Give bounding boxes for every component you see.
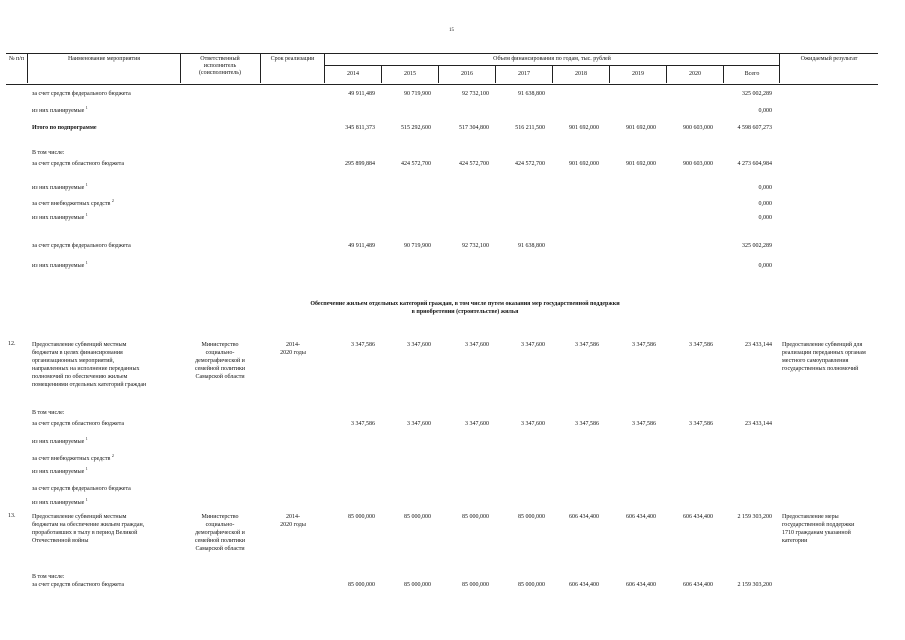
value-cell: 85 000,000 (404, 514, 431, 520)
row-label: за счет средств областного бюджета (32, 161, 125, 167)
row-label: из них планируемые $^1$ (32, 212, 88, 221)
row-label: из них планируемые $^1$ (32, 466, 88, 475)
value-cell: 85 000,000 (348, 582, 375, 588)
value-cell: 3 347,600 (521, 342, 545, 348)
item-result: Предоставление меры государственной поддержки 1710 гражданам указанной категории (782, 514, 855, 544)
value-cell: 85 000,000 (348, 514, 375, 520)
row-label: за счет средств областного бюджета (32, 582, 125, 588)
value-cell: 4 598 607,273 (737, 125, 772, 131)
value-cell: 606 434,400 (569, 514, 599, 520)
item-period: 2014- 2020 годы (280, 514, 306, 528)
table-row (6, 420, 886, 429)
value-cell: 901 692,000 (626, 161, 656, 167)
value-cell: 0,000 (758, 185, 772, 191)
table-row (6, 242, 886, 251)
year-header: 2017 (518, 71, 530, 77)
value-cell: 49 911,489 (348, 243, 375, 249)
value-cell: 295 899,884 (345, 161, 375, 167)
table-row (6, 455, 886, 464)
value-cell: 424 572,700 (459, 161, 489, 167)
value-cell: 325 002,289 (742, 91, 772, 97)
table-row (6, 438, 886, 447)
value-cell: 3 347,586 (632, 421, 656, 427)
value-cell: 0,000 (758, 108, 772, 114)
table-row (6, 499, 886, 508)
year-header: 2015 (404, 71, 416, 77)
row-label: из них планируемые $^1$ (32, 182, 88, 191)
item-responsible: Министерство социально- демографической и семейной политики Самарской области (194, 342, 246, 380)
value-cell: 85 000,000 (462, 514, 489, 520)
year-header: 2020 (689, 71, 701, 77)
value-cell: 345 811,373 (345, 125, 375, 131)
row-label: из них планируемые $^1$ (32, 436, 88, 445)
value-cell: 91 638,800 (518, 91, 545, 97)
value-cell: 3 347,586 (575, 421, 599, 427)
value-cell: 85 000,000 (518, 582, 545, 588)
page-number: 15 (449, 28, 454, 33)
value-cell: 4 273 604,984 (737, 161, 772, 167)
value-cell: 606 434,400 (626, 582, 656, 588)
table-row (6, 200, 886, 209)
value-cell: 0,000 (758, 263, 772, 269)
value-cell: 516 211,500 (515, 125, 545, 131)
table-row (6, 160, 886, 169)
table-row (6, 107, 886, 116)
row-label: из них планируемые $^1$ (32, 105, 88, 114)
value-cell: 0,000 (758, 201, 772, 207)
table-row (6, 262, 886, 271)
value-cell: 901 692,000 (626, 125, 656, 131)
value-cell: 91 638,800 (518, 243, 545, 249)
value-cell: 85 000,000 (462, 582, 489, 588)
item-result: Предоставление субвенций для реализации переданных органам местного самоуправления государственных полномочий (782, 342, 866, 372)
value-cell: 606 434,400 (569, 582, 599, 588)
value-cell: 3 347,600 (465, 421, 489, 427)
year-header: 2019 (632, 71, 644, 77)
table-row (6, 149, 886, 158)
value-cell: 90 719,900 (404, 243, 431, 249)
value-cell: 85 000,000 (404, 582, 431, 588)
section-title-cont: в приобретении (строительстве) жилья (411, 309, 519, 315)
row-label: за счет средств федерального бюджета (32, 486, 131, 492)
item-responsible: Министерство социально- демографической и семейной политики Самарской области (194, 514, 246, 552)
row-label: за счет внебюджетных средств $^2$ (32, 198, 114, 207)
row-label: В том числе: (32, 574, 65, 580)
header-name: Наименование мероприятия (67, 56, 141, 62)
value-cell: 900 603,000 (683, 125, 713, 131)
value-cell: 85 000,000 (518, 514, 545, 520)
row-label: за счет средств областного бюджета (32, 421, 125, 427)
item-period: 2014- 2020 годы (280, 342, 306, 356)
value-cell: 2 159 303,200 (737, 514, 772, 520)
value-cell: 3 347,600 (521, 421, 545, 427)
value-cell: 606 434,400 (626, 514, 656, 520)
row-label: за счет средств федерального бюджета (32, 243, 131, 249)
value-cell: 3 347,586 (689, 342, 713, 348)
value-cell: 0,000 (758, 215, 772, 221)
table-row (6, 184, 886, 193)
value-cell: 900 603,000 (683, 161, 713, 167)
item-number: 12. (8, 341, 16, 347)
value-cell: 606 434,400 (683, 582, 713, 588)
section-title: Обеспечение жильем отдельных категорий граждан, в том числе путем оказания мер государственной поддержки (310, 301, 620, 307)
row-label: из них планируемые $^1$ (32, 497, 88, 506)
year-header: 2014 (347, 71, 359, 77)
table-row (6, 409, 886, 418)
value-cell: 3 347,586 (351, 342, 375, 348)
table-row (6, 581, 886, 590)
table-row (6, 214, 886, 223)
value-cell: 3 347,600 (407, 421, 431, 427)
row-label: В том числе: (32, 410, 65, 416)
row-label: за счет внебюджетных средств $^2$ (32, 453, 114, 462)
value-cell: 3 347,586 (575, 342, 599, 348)
header-period: Срок реализации (270, 56, 315, 62)
value-cell: 901 692,000 (569, 125, 599, 131)
year-header: 2016 (461, 71, 473, 77)
table-row (6, 124, 886, 133)
table-row (6, 90, 886, 99)
value-cell: 49 911,489 (348, 91, 375, 97)
header-result: Ожидаемый результат (800, 56, 858, 62)
value-cell: 2 159 303,200 (737, 582, 772, 588)
row-label: Итого по подпрограмме (32, 125, 97, 131)
value-cell: 517 304,800 (459, 125, 489, 131)
value-cell: 515 292,600 (401, 125, 431, 131)
table-row (6, 485, 886, 494)
item-number: 13. (8, 513, 16, 519)
item-name: Предоставление субвенций местным бюджетам в целях финансирования организационных мероприятий, направленных на исполнение переданных полномочий по обеспечению жильем помещениями отдельных категорий граждан (32, 342, 147, 388)
value-cell: 3 347,586 (351, 421, 375, 427)
value-cell: 3 347,600 (465, 342, 489, 348)
value-cell: 92 732,100 (462, 243, 489, 249)
value-cell: 606 434,400 (683, 514, 713, 520)
year-header: 2018 (575, 71, 587, 77)
value-cell: 3 347,600 (407, 342, 431, 348)
value-cell: 3 347,586 (632, 342, 656, 348)
row-label: из них планируемые $^1$ (32, 260, 88, 269)
value-cell: 424 572,700 (515, 161, 545, 167)
item-name: Предоставление субвенций местным бюджетам на обеспечение жильем граждан, проработавших в тылу в период Великой Отечественной войны (32, 514, 145, 544)
row-label: В том числе: (32, 150, 65, 156)
value-cell: 92 732,100 (462, 91, 489, 97)
header-num: № п/п (8, 56, 25, 62)
row-label: за счет средств федерального бюджета (32, 91, 131, 97)
year-header: Всего (744, 71, 760, 77)
header-financing: Объем финансирования по годам, тыс. рублей (493, 56, 611, 62)
value-cell: 90 719,900 (404, 91, 431, 97)
header-responsible: Ответственный исполнитель (соисполнитель) (198, 56, 242, 76)
table-row (6, 468, 886, 477)
value-cell: 325 002,289 (742, 243, 772, 249)
value-cell: 3 347,586 (689, 421, 713, 427)
value-cell: 23 433,144 (745, 342, 772, 348)
value-cell: 23 433,144 (745, 421, 772, 427)
value-cell: 424 572,700 (401, 161, 431, 167)
value-cell: 901 692,000 (569, 161, 599, 167)
